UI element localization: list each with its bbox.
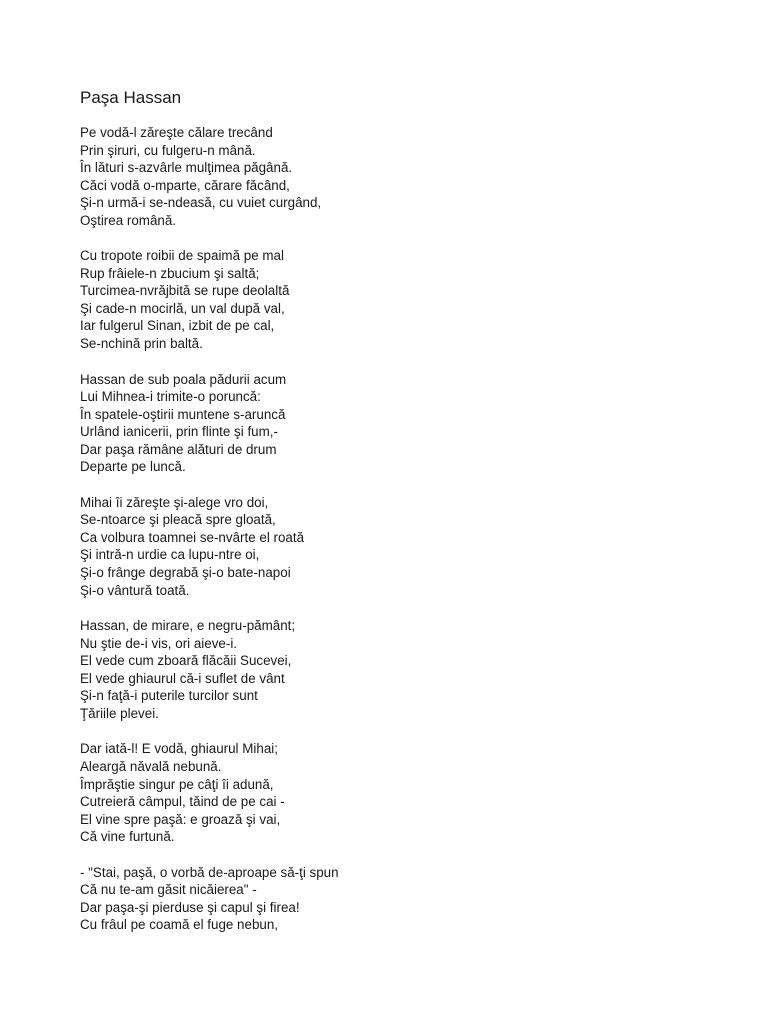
poem-line: Aleargă năvală nebună. [80,758,222,774]
poem-stanza [80,740,700,845]
poem-line: Hassan, de mirare, e negru-pământ; [80,618,296,634]
poem-line: Şi cade-n mocirlă, un val după val, [80,300,285,316]
poem-line: El vede ghiaurul că-i suflet de vânt [80,670,285,686]
poem-line: Oştirea română. [80,212,177,228]
poem-line: Pe vodă-l zăreşte călare trecând [80,125,273,140]
poem-line: Se-ntoarce şi pleacă spre gloată, [80,512,276,528]
poem-line: Cu frâul pe coamă el fuge nebun, [80,917,279,933]
poem-line: Dar paşa rămâne alături de drum [80,441,277,457]
poem-line: Iar fulgerul Sinan, izbit de pe cal, [80,318,275,334]
poem-stanza [80,247,700,352]
poem-line: Cu tropote roibii de spaimă pe mal [80,248,284,264]
poem-line: El vine spre paşă: e groază şi vai, [80,811,281,827]
poem-stanza [80,864,700,934]
poem-line: Cutreieră câmpul, tăind de pe cai - [80,794,285,810]
poem-body [80,124,700,952]
poem-line: Turcimea-nvrăjbită se rupe deolaltă [80,283,290,299]
poem-stanza [80,371,700,476]
poem-line: Lui Mihnea-i trimite-o poruncă: [80,389,261,405]
poem-line: Dar paşa-şi pierduse şi capul şi firea! [80,899,300,915]
poem-line: Dar iată-l! E vodă, ghiaurul Mihai; [80,741,278,757]
poem-line: Ca volbura toamnei se-nvârte el roată [80,529,305,545]
poem-stanza [80,617,700,722]
poem-line: Şi-o frânge degrabă şi-o bate-napoi [80,565,291,581]
poem-title: Paşa Hassan [80,88,182,107]
poem-line: Căci vodă o-mparte, cărare făcând, [80,177,290,193]
poem-line: Se-nchină prin baltă. [80,336,203,352]
poem-line: Ţăriile plevei. [80,705,159,721]
poem-stanza [80,494,700,599]
poem-line: Şi-o vântură toată. [80,582,190,598]
poem-line: Departe pe luncă. [80,459,186,475]
poem-line: Urlând ianicerii, prin flinte şi fum,- [80,424,278,440]
poem-stanza [80,124,700,229]
poem-line: În spatele-oştirii muntene s-aruncă [80,406,286,422]
poem-line: Că vine furtună. [80,829,175,845]
poem-line: Şi-n faţă-i puterile turcilor sunt [80,688,258,704]
poem-line: Că nu te-am găsit nicăierea" - [80,882,257,898]
poem-line: Hassan de sub poala pădurii acum [80,371,287,387]
poem-line: El vede cum zboară flăcăii Sucevei, [80,653,292,669]
poem-line: - "Stai, paşă, o vorbă de-aproape să-ţi spun [80,864,339,880]
poem-line: Nu ştie de-i vis, ori aieve-i. [80,635,238,651]
poem-line: Rup frâiele-n zbucium şi saltă; [80,265,260,281]
poem-line: Prin şiruri, cu fulgeru-n mână. [80,142,256,158]
poem-line: În lături s-azvârle mulţimea păgână. [80,160,293,176]
poem-line: Mihai îi zăreşte şi-alege vro doi, [80,494,269,510]
poem-line: Şi-n urmă-i se-ndeasă, cu vuiet curgând, [80,195,322,211]
poem-line: Împrăştie singur pe câţi îi adună, [80,776,274,792]
poem-line: Şi intră-n urdie ca lupu-ntre oi, [80,547,260,563]
